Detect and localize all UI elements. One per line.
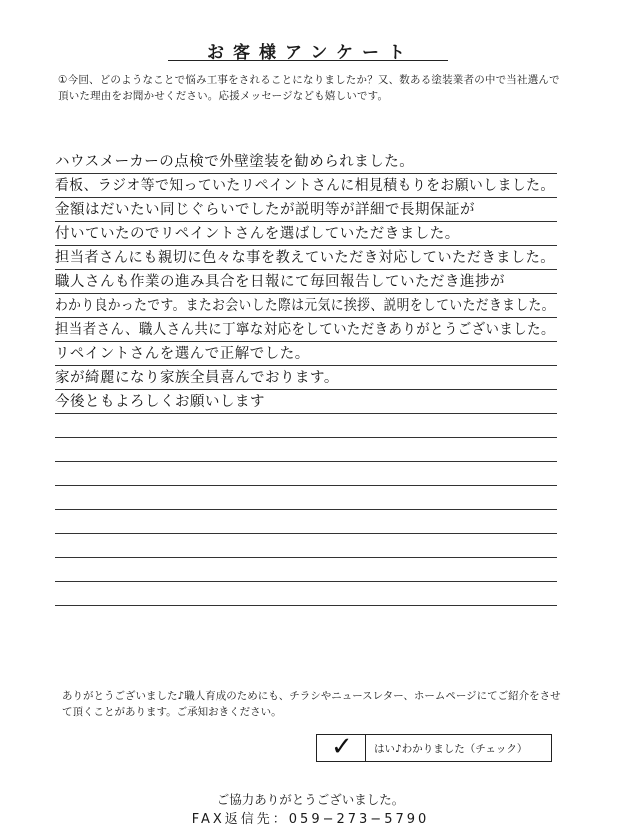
answer-text: 担当者さんにも親切に色々な事を教えていただき対応していただきました。	[55, 250, 555, 266]
answer-line	[55, 318, 557, 342]
answer-line-empty	[55, 558, 557, 582]
answer-line	[55, 246, 557, 270]
answer-text: ハウスメーカーの点検で外壁塗装を勧められました。	[55, 154, 415, 170]
answer-text: 今後ともよろしくお願いします	[55, 394, 265, 410]
answer-line-empty	[55, 582, 557, 606]
answer-line	[55, 222, 557, 246]
answer-line-empty	[55, 534, 557, 558]
footer-fax-number: FAX返信先：059−273−5790	[191, 812, 430, 827]
answer-line	[55, 390, 557, 414]
answer-text: 家が綺麗になり家族全員喜んでおります。	[55, 370, 339, 386]
answer-line	[55, 342, 557, 366]
answer-text: わかり良かったです。またお会いした際は元気に挨拶、説明をしていただきました。	[55, 298, 555, 314]
answer-text: 職人さんも作業の進み具合を日報にて毎回報告していただき進捗が	[55, 274, 505, 290]
answer-line-empty	[55, 438, 557, 462]
consent-checkbox-row	[316, 734, 552, 762]
answer-line-empty	[55, 414, 557, 438]
survey-question: ①今回、どのようなことで悩み工事をされることになりましたか？又、数ある塗装業者の中で当社選んで頂いた理由をお聞かせください。応援メッセージなども嬉しいです。	[58, 74, 560, 102]
answer-line-empty	[55, 510, 557, 534]
answer-line-empty	[55, 486, 557, 510]
consent-notice: ありがとうございました♪職人育成のためにも、チラシやニュースレター、ホームページにてご紹介をさせて頂くことがあります。ご承知おきください。	[62, 690, 561, 718]
answer-line	[55, 366, 557, 390]
title-underline	[168, 60, 448, 61]
footer-thanks: ご協力ありがとうございました。	[216, 792, 405, 807]
answer-line	[55, 198, 557, 222]
answer-text: 担当者さん、職人さん共に丁寧な対応をしていただきありがとうございました。	[55, 322, 555, 338]
answer-line-empty	[55, 462, 557, 486]
answer-text: 付いていたのでリペイントさんを選ばしていただきました。	[55, 226, 460, 242]
answer-text: 看板、ラジオ等で知っていたリペイントさんに相見積もりをお願いしました。	[55, 178, 555, 194]
answer-line	[55, 174, 557, 198]
answer-area	[55, 150, 557, 606]
consent-checkbox[interactable]	[317, 732, 366, 762]
answer-text: 金額はだいたい同じぐらいでしたが説明等が詳細で長期保証が	[55, 202, 475, 218]
check-mark-icon: ✓	[331, 732, 353, 762]
page-title: お客様アンケート	[207, 43, 414, 63]
answer-line	[55, 270, 557, 294]
answer-line	[55, 294, 557, 318]
consent-checkbox-label: はい♪わかりました（チェック）	[374, 742, 528, 755]
answer-text: リペイントさんを選んで正解でした。	[55, 346, 310, 362]
answer-line	[55, 150, 557, 174]
